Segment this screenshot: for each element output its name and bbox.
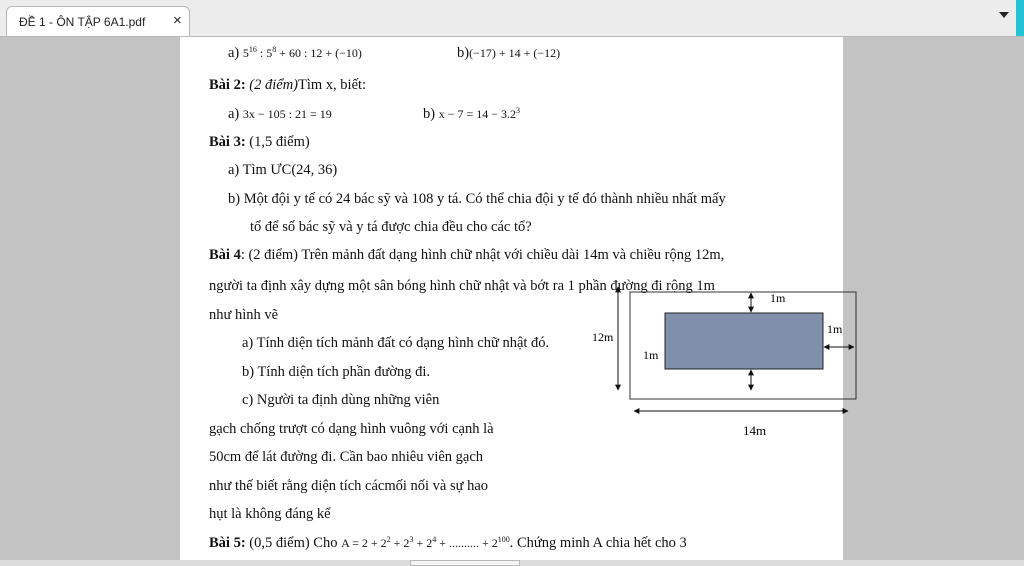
horizontal-scrollbar[interactable] <box>0 560 1024 566</box>
math-expression: $A = 2 + 2^2 + 2^3 + 2^4$ + .......... + $2^{100}$ <box>341 535 510 550</box>
bai-5: Bài 5: (0,5 điểm) Cho $A = 2 + 2^2 + 2^3 + 2^4$ + .......... + $2^{100}$. Chứng minh A chia hết cho 3 <box>209 535 687 551</box>
math-expression: $x - 7 = 14 - 3.2^3$ <box>438 106 521 121</box>
exercise-4b: b) Tính diện tích phần đường đi. <box>242 364 431 380</box>
exercise-4c-line-3: 50cm để lát đường đi. Cần bao nhiêu viên gạch <box>209 449 484 465</box>
exercise-4c-line-4: như thế biết rằng diện tích cácmối nối và sự hao <box>209 478 489 494</box>
item-label: a) <box>228 45 240 61</box>
football-field <box>665 313 823 369</box>
document-tab[interactable] <box>6 6 190 36</box>
exercise-2a: a) 3x − 105 : 21 = 19 <box>228 106 332 122</box>
tab-bar <box>0 0 1024 37</box>
exercise-1a <box>228 45 362 62</box>
exercise-4c-line-5: hụt là không đáng kể <box>209 506 331 522</box>
exercise-4a: a) Tính diện tích mảnh đất có dạng hình chữ nhật đó. <box>242 335 550 351</box>
exercise-2b: b) $x - 7 = 14 - 3.2^3$ <box>423 106 521 122</box>
exercise-4c-line-2: gạch chống trượt có dạng hình vuông với cạnh là <box>209 421 494 437</box>
right-width-label: 1m <box>827 322 843 336</box>
field-diagram <box>592 285 843 445</box>
scrollbar-thumb[interactable] <box>410 560 520 566</box>
pdf-page <box>180 37 843 560</box>
math-expression: (−17) + 14 + (−12) <box>469 46 561 60</box>
left-width-label: 1m <box>643 348 659 362</box>
exercise-3b: b) Một đội y tế có 24 bác sỹ và 108 y tá. Có thể chia đội y tế đó thành nhiều nhất mấy <box>228 191 726 207</box>
tab-title: ĐỀ 1 - ÔN TẬP 6A1.pdf <box>19 15 146 29</box>
close-icon[interactable]: × <box>173 12 182 29</box>
bai-4-line-2: người ta định xây dựng một sân bóng hình chữ nhật và bớt ra 1 phần đường đi rộng 1m <box>209 278 715 294</box>
tab-list-dropdown-icon[interactable] <box>999 12 1009 18</box>
exercise-3a: a) Tìm ƯC(24, 36) <box>228 162 338 178</box>
math-expression: $5^{16}$ : $5^8 + 60$ : 12 + (−10) <box>242 45 362 60</box>
exercise-4c: c) Người ta định dùng những viên <box>242 392 440 408</box>
bai-4-line-3: như hình vẽ <box>209 307 279 323</box>
height-label: 12m <box>592 330 614 344</box>
top-width-label: 1m <box>770 291 786 305</box>
bai-3-heading: Bài 3: (1,5 điểm) <box>209 134 310 150</box>
window-accent <box>1016 0 1024 36</box>
bai-2-heading: Bài 2: (2 điểm)Tìm x, biết: <box>209 77 367 93</box>
exercise-1b: b)(−17) + 14 + (−12) <box>457 45 561 61</box>
math-expression: 3x − 105 : 21 = 19 <box>242 107 332 121</box>
exercise-3b-cont: tổ để số bác sỹ và y tá được chia đều cho các tổ? <box>250 219 532 235</box>
bai-4-heading: Bài 4: (2 điểm) Trên mảnh đất dạng hình chữ nhật với chiều dài 14m và chiều rộng 12m, <box>209 247 725 263</box>
length-label: 14m <box>743 423 767 438</box>
